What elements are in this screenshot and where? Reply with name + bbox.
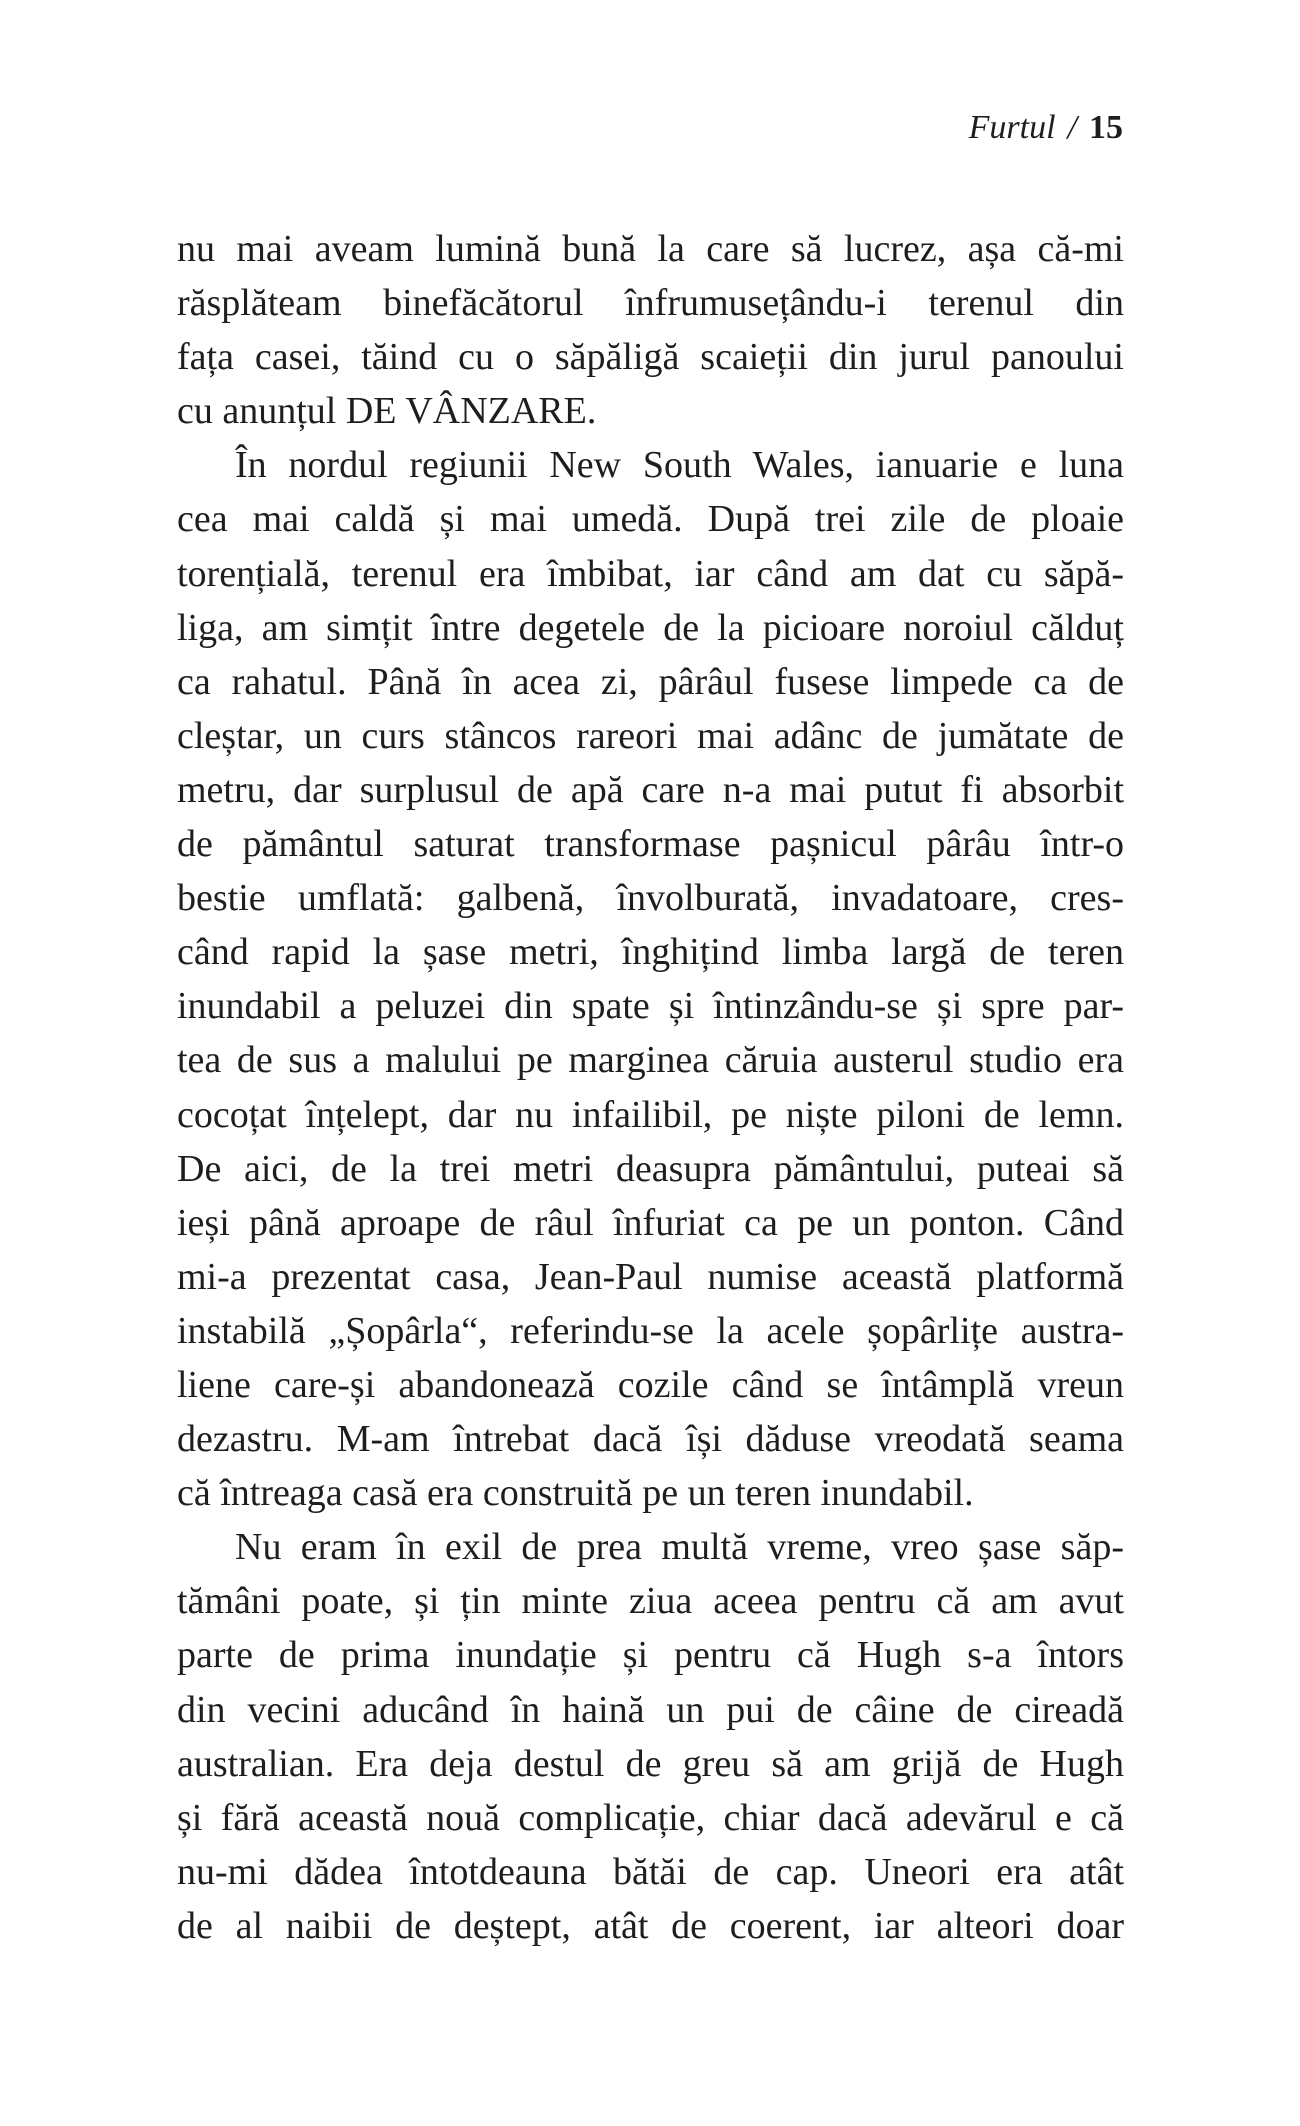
text-line: liene care-și abandonează cozile când se întâmplă vreun [177,1363,1124,1406]
text-line: că întreaga casă era construită pe un teren inundabil. [177,1472,974,1515]
text-line: și fără această nouă complicație, chiar dacă adevărul e că [177,1796,1124,1839]
text-line: cleștar, un curs stâncos rareori mai adânc de jumătate de [177,714,1124,757]
running-head-title: Furtul [968,109,1056,146]
text-line: cea mai caldă și mai umedă. După trei zile de ploaie [177,498,1124,541]
text-line: parte de prima inundație și pentru că Hugh s-a întors [177,1634,1124,1677]
running-head-separator: / [1067,109,1077,146]
text-line: dezastru. M-am întrebat dacă își dăduse vreodată seama [177,1418,1124,1461]
text-line: de al naibii de deștept, atât de coerent, iar alteori doar [177,1904,1124,1947]
text-line: australian. Era deja destul de greu să am grijă de Hugh [177,1742,1124,1785]
text-line: nu mai aveam lumină bună la care să lucrez, așa că-mi [177,228,1124,270]
text-line: răsplăteam binefăcătorul înfrumusețându-i terenul din [177,282,1124,325]
text-line: liga, am simțit între degetele de la picioare noroiul călduț [177,606,1124,649]
text-line: instabilă „Șopârla“, referindu-se la acele șopârlițe austra- [177,1309,1124,1352]
text-line: tămâni poate, și țin minte ziua aceea pentru că am avut [177,1580,1124,1623]
text-line: În nordul regiunii New South Wales, ianuarie e luna [235,444,1124,487]
text-line: cocoțat înțelept, dar nu infailibil, pe niște piloni de lemn. [177,1093,1124,1136]
text-line: fața casei, tăind cu o săpăligă scaieții din jurul panoului [177,336,1124,379]
text-line: metru, dar surplusul de apă care n-a mai putut fi absorbit [177,768,1124,811]
text-line: inundabil a peluzei din spate și întinzându-se și spre par- [177,985,1124,1028]
body-text [177,222,1124,1953]
text-line: Nu eram în exil de prea multă vreme, vreo șase săp- [235,1526,1124,1569]
text-line: De aici, de la trei metri deasupra pământului, puteai să [177,1147,1124,1190]
text-line: nu-mi dădea întotdeauna bătăi de cap. Uneori era atât [177,1850,1124,1893]
text-line: ieși până aproape de râul înfuriat ca pe un ponton. Când [177,1201,1124,1244]
text-line: ca rahatul. Până în acea zi, pârâul fusese limpede ca de [177,660,1124,703]
text-line: bestie umflată: galbenă, învolburată, invadatoare, cres- [177,877,1124,920]
text-line: tea de sus a malului pe marginea căruia austerul studio era [177,1039,1124,1082]
text-line: mi-a prezentat casa, Jean-Paul numise această platformă [177,1255,1124,1298]
text-line: de pământul saturat transformase pașnicul pârâu într-o [177,823,1124,866]
text-line: torențială, terenul era îmbibat, iar când am dat cu săpă- [177,552,1124,595]
page-number: 15 [1089,109,1123,146]
text-line: când rapid la șase metri, înghițind limba largă de teren [177,931,1124,974]
text-line: cu anunțul DE VÂNZARE. [177,390,597,433]
running-head [969,111,1123,145]
text-line: din vecini aducând în haină un pui de câine de cireadă [177,1688,1124,1731]
